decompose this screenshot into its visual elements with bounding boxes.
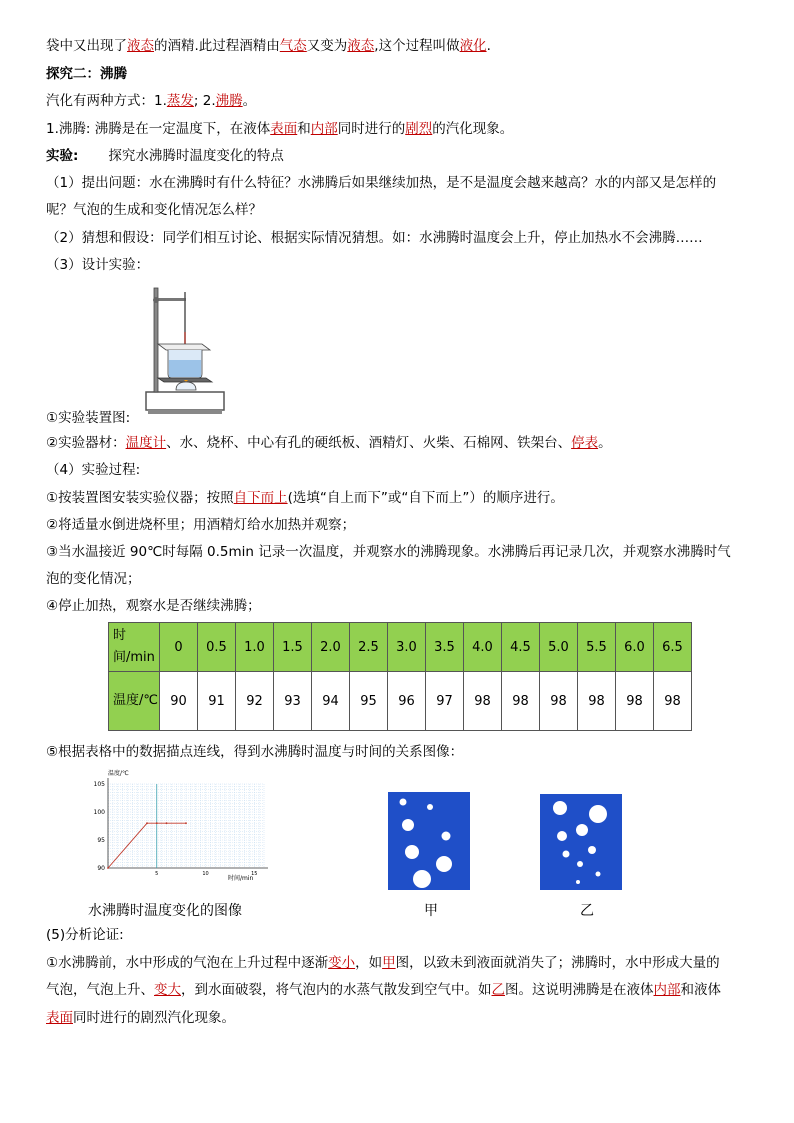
beaker-yi [540, 794, 622, 890]
time-cell: 0 [160, 623, 198, 672]
temperature-header: 温度/℃ [109, 672, 160, 731]
bubble [405, 845, 419, 859]
clamp-arm [158, 298, 186, 301]
stand-rod [154, 288, 158, 392]
analysis-heading: (5)分析论证: [46, 927, 124, 943]
time-cell: 1.0 [236, 623, 274, 672]
temp-cell: 93 [274, 672, 312, 731]
step-3-line2: 泡的变化情况； [46, 571, 141, 587]
bubble [436, 856, 452, 872]
hypothesis: （2）猜想和假设：同学们相互讨论、根据实际情况猜想。如：水沸腾时温度会上升，停止加热水不会沸腾…… [46, 230, 703, 246]
time-cell: 5.0 [540, 623, 578, 672]
x-tick-label: 5 [155, 871, 159, 877]
bubble [589, 805, 607, 823]
x-tick-label: 10 [202, 871, 209, 877]
graph-grid [108, 784, 264, 868]
equipment-list: ②实验器材：温度计、水、烧杯、中心有孔的硬纸板、酒精灯、火柴、石棉网、铁架台、停表。 [46, 435, 612, 451]
temperature-table [108, 622, 692, 731]
alcohol-lamp [176, 382, 196, 390]
time-cell: 4.5 [502, 623, 540, 672]
water-yi [540, 794, 622, 890]
step-2: ②将适量水倒进烧杯里；用酒精灯给水加热并观察； [46, 517, 356, 533]
time-cell: 0.5 [198, 623, 236, 672]
y-tick-label: 105 [93, 781, 105, 788]
temp-cell: 94 [312, 672, 350, 731]
step-3-line1: ③当水温接近 90℃时每隔 0.5min 记录一次温度，并观察水的沸腾现象。水沸腾后再记录几次，并观察水沸腾时气 [46, 544, 731, 560]
time-cell: 4.0 [464, 623, 502, 672]
time-cell: 5.5 [578, 623, 616, 672]
y-tick-label: 100 [93, 809, 105, 816]
data-point [156, 822, 158, 824]
analysis-line1: ①水沸腾前，水中形成的气泡在上升过程中逐渐变小，如甲图，以致未到液面就消失了；沸腾时，水中形成大量的 [46, 955, 720, 971]
time-cell: 2.0 [312, 623, 350, 672]
time-header: 时间/min [109, 623, 160, 672]
temp-cell: 97 [426, 672, 464, 731]
experiment-title: 实验: 探究水沸腾时温度变化的特点 [46, 148, 284, 164]
bubble [427, 804, 433, 810]
temp-cell: 91 [198, 672, 236, 731]
para-liquefaction: 袋中又出现了液态的酒精.此过程酒精由气态又变为液态,这个过程叫做液化. [46, 38, 491, 54]
bubble [563, 851, 570, 858]
x-tick-label: 15 [251, 871, 258, 877]
bubble [413, 870, 431, 888]
time-row [109, 623, 692, 672]
bubble [576, 824, 588, 836]
clamp-knob [153, 297, 159, 303]
bubble [588, 846, 596, 854]
time-cell: 3.5 [426, 623, 464, 672]
beaker-water [169, 360, 201, 377]
caption-yi: 乙 [580, 903, 594, 919]
temp-cell: 95 [350, 672, 388, 731]
caption-graph: 水沸腾时温度变化的图像 [88, 903, 242, 919]
time-cell: 6.5 [654, 623, 692, 672]
y-tick-label: 90 [97, 865, 105, 872]
time-cell: 6.0 [616, 623, 654, 672]
design-experiment: （3）设计实验： [46, 257, 150, 273]
bubble [553, 801, 567, 815]
question-1-line2: 呢？气泡的生成和变化情况怎么样？ [46, 202, 262, 218]
data-point [185, 822, 187, 824]
data-point [107, 867, 109, 869]
temp-cell: 98 [502, 672, 540, 731]
time-cell: 1.5 [274, 623, 312, 672]
temp-cell: 90 [160, 672, 198, 731]
question-1-line1: （1）提出问题：水在沸腾时有什么特征？水沸腾后如果继续加热，是不是温度会越来越高？水的内部又是怎样的 [46, 175, 717, 191]
bubble [442, 832, 451, 841]
beaker-jia [388, 792, 470, 890]
cardboard [158, 344, 210, 350]
bubble [557, 831, 567, 841]
temp-cell: 98 [654, 672, 692, 731]
section-heading: 探究二：沸腾 [46, 66, 127, 82]
temp-cell: 98 [616, 672, 654, 731]
analysis-line3: 表面同时进行的剧烈汽化现象。 [46, 1010, 235, 1026]
step-1: ①按装置图安装实验仪器；按照自下而上(选填“自上而下”或“自下而上”）的顺序进行。 [46, 490, 564, 506]
bubble [402, 819, 414, 831]
temp-cell: 98 [464, 672, 502, 731]
apparatus-label: ①实验装置图: [46, 410, 131, 426]
time-cell: 2.5 [350, 623, 388, 672]
step-4: ④停止加热，观察水是否继续沸腾； [46, 598, 261, 614]
graph-xlabel: 时间/min [228, 875, 254, 882]
data-point [146, 822, 148, 824]
bubble [576, 880, 580, 884]
temperature-graph [86, 768, 276, 890]
temp-cell: 92 [236, 672, 274, 731]
graph-ylabel: 温度/℃ [108, 770, 129, 777]
process-heading: （4）实验过程: [46, 462, 141, 478]
y-tick-label: 95 [97, 837, 105, 844]
step-5: ⑤根据表格中的数据描点连线，得到水沸腾时温度与时间的关系图像： [46, 744, 464, 760]
bubble [577, 861, 583, 867]
time-cell: 3.0 [388, 623, 426, 672]
temperature-row [109, 672, 692, 731]
bubble [400, 799, 407, 806]
data-point [166, 822, 168, 824]
bubble [596, 872, 601, 877]
caption-jia: 甲 [424, 903, 438, 919]
apparatus-diagram [140, 282, 250, 417]
temp-cell: 96 [388, 672, 426, 731]
para-boiling-definition: 1.沸腾: 沸腾是在一定温度下，在液体表面和内部同时进行的剧烈的汽化现象。 [46, 121, 514, 137]
temp-cell: 98 [540, 672, 578, 731]
temp-cell: 98 [578, 672, 616, 731]
analysis-line2: 气泡，气泡上升、变大，到水面破裂，将气泡内的水蒸气散发到空气中。如乙图。这说明沸腾是在液体内部和液体 [46, 982, 721, 998]
para-vaporization-types: 汽化有两种方式：1.蒸发; 2.沸腾。 [46, 93, 257, 109]
